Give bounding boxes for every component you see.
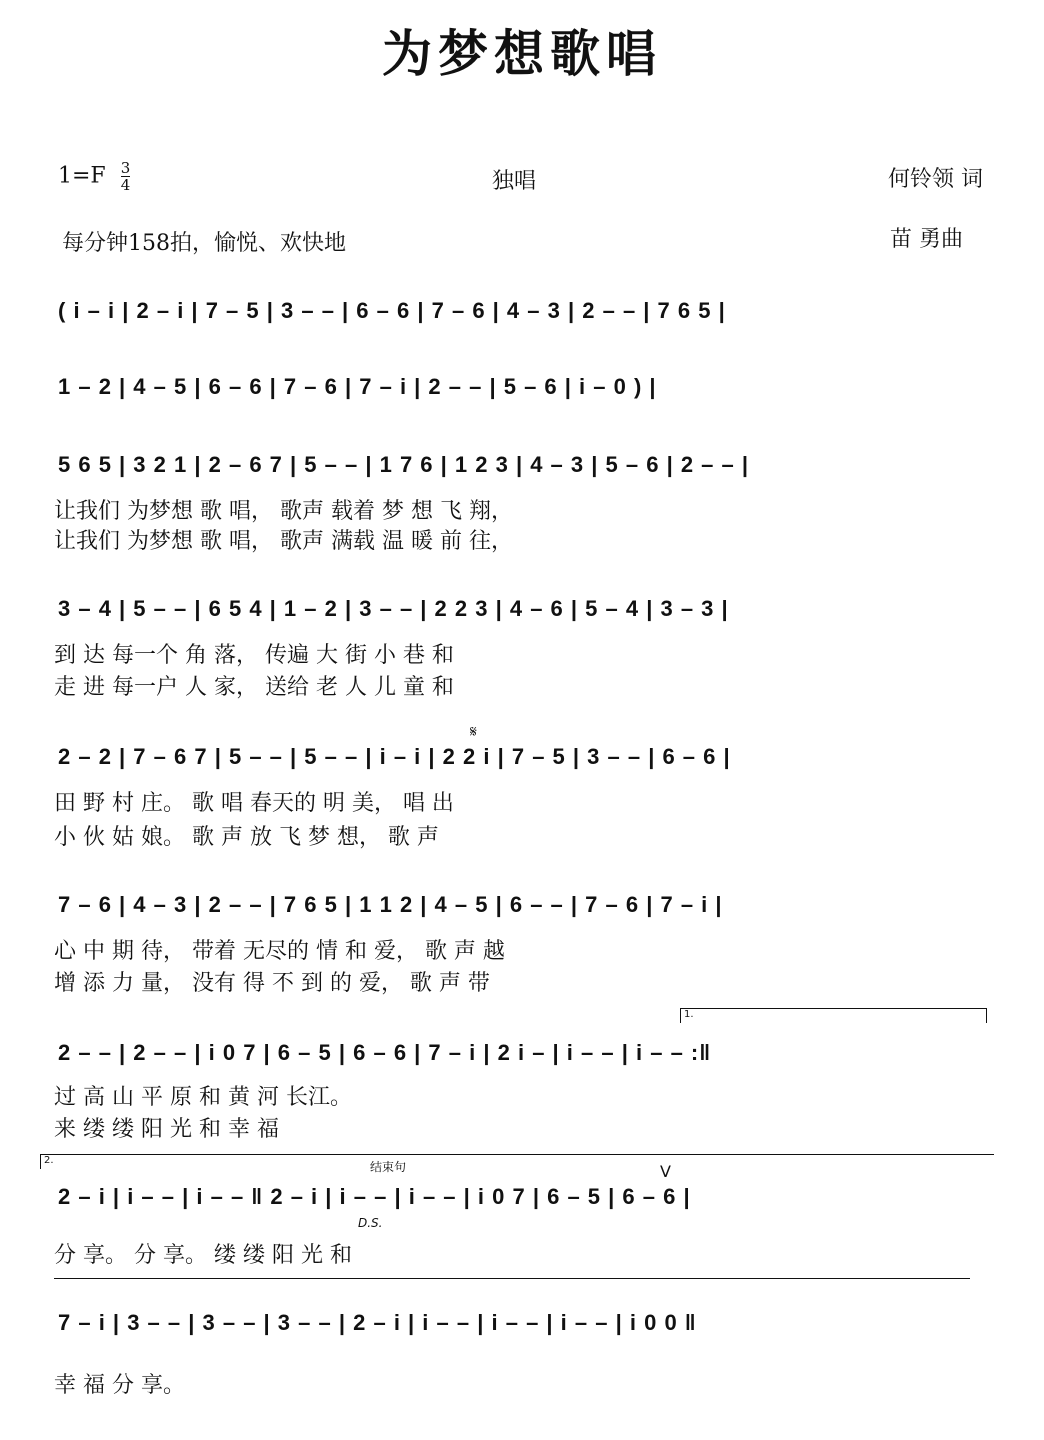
notation-row-7: 2 – – | 2 – – | i 0 7 | 6 – 5 | 6 – 6 | 7 – i | 2 i – | i – – | i – – :‖ [58, 1040, 712, 1065]
second-ending-label: 2. [44, 1155, 54, 1166]
section-divider [54, 1278, 970, 1279]
notation-row-8: 2 – i | i – – | i – – ‖ 2 – i | i – – | i – – | i 0 7 | 6 – 5 | 6 – 6 | [58, 1184, 691, 1209]
lyricist-credit: 何铃领 词 [888, 167, 983, 192]
ending-section-label: 结束句 [370, 1160, 407, 1174]
lyrics-row-5-verse-1: 田 野 村 庄。 歌 唱 春天的 明 美， 唱 出 [54, 791, 454, 816]
time-signature-bottom: 4 [120, 176, 131, 194]
segno-sign: 𝄋 [470, 722, 477, 741]
second-ending-bracket [40, 1154, 994, 1169]
lyrics-row-6-verse-1: 心 中 期 待， 带着 无尽的 情 和 爱， 歌 声 越 [54, 939, 505, 964]
notation-row-2: 1 – 2 | 4 – 5 | 6 – 6 | 7 – 6 | 7 – i | 2 – – | 5 – 6 | i – 0 ) | [58, 374, 657, 399]
lyrics-row-5-verse-2: 小 伙 姑 娘。 歌 声 放 飞 梦 想， 歌 声 [54, 825, 439, 850]
time-signature [121, 160, 131, 193]
notation-row-9: 7 – i | 3 – – | 3 – – | 3 – – | 2 – i | i – – | i – – | i – – | i 0 0 ‖ [58, 1310, 697, 1335]
lyrics-row-7-verse-2: 来 缕 缕 阳 光 和 幸 福 [54, 1117, 279, 1142]
lyrics-row-3-verse-2: 让我们 为梦想 歌 唱， 歌声 满载 温 暖 前 往， [54, 529, 513, 554]
notation-row-5: 2 – 2 | 7 – 6 7 | 5 – – | 5 – – | i – i | 2 2 i | 7 – 5 | 3 – – | 6 – 6 | [58, 744, 731, 769]
lyrics-row-7-verse-1: 过 高 山 平 原 和 黄 河 长江。 [54, 1085, 352, 1110]
key-label: 1=F [58, 163, 106, 189]
dal-segno-marking: D.S. [358, 1216, 383, 1230]
first-ending-bracket [680, 1008, 987, 1023]
time-signature-top: 3 [120, 159, 131, 177]
lyrics-row-3-verse-1: 让我们 为梦想 歌 唱， 歌声 载着 梦 想 飞 翔， [54, 499, 513, 524]
composer-credit: 苗 勇曲 [890, 227, 963, 252]
notation-row-1: ( i – i | 2 – i | 7 – 5 | 3 – – | 6 – 6 | 7 – 6 | 4 – 3 | 2 – – | 7 6 5 | [58, 298, 726, 323]
notation-row-4: 3 – 4 | 5 – – | 6 5 4 | 1 – 2 | 3 – – | 2 2 3 | 4 – 6 | 5 – 4 | 3 – 3 | [58, 596, 729, 621]
tempo-marking: 每分钟158拍，愉悦、欢快地 [62, 231, 346, 256]
lyrics-row-6-verse-2: 增 添 力 量， 没有 得 不 到 的 爱， 歌 声 带 [54, 971, 490, 996]
lyrics-row-8: 分 享。 分 享。 缕 缕 阳 光 和 [54, 1243, 352, 1268]
song-title: 为梦想歌唱 [382, 25, 662, 83]
key-signature [58, 160, 130, 193]
performance-type: 独唱 [492, 169, 537, 194]
first-ending-label: 1. [684, 1009, 694, 1020]
lyrics-row-9: 幸 福 分 享。 [54, 1373, 185, 1398]
lyrics-row-4-verse-1: 到 达 每一个 角 落， 传遍 大 街 小 巷 和 [54, 643, 454, 668]
notation-row-6: 7 – 6 | 4 – 3 | 2 – – | 7 6 5 | 1 1 2 | 4 – 5 | 6 – – | 7 – 6 | 7 – i | [58, 892, 723, 917]
lyrics-row-4-verse-2: 走 进 每一户 人 家， 送给 老 人 儿 童 和 [54, 675, 454, 700]
notation-row-3: 5 6 5 | 3 2 1 | 2 – 6 7 | 5 – – | 1 7 6 | 1 2 3 | 4 – 3 | 5 – 6 | 2 – – | [58, 452, 750, 477]
breath-mark: V [660, 1162, 671, 1181]
